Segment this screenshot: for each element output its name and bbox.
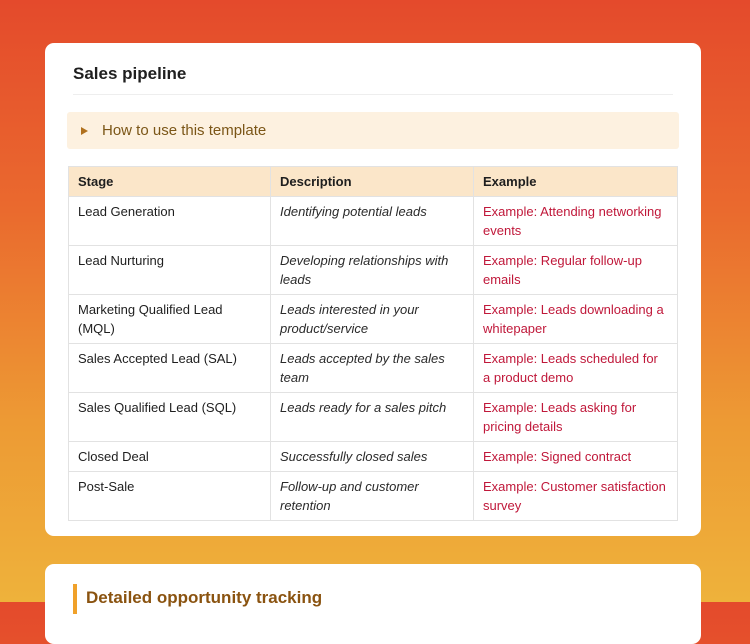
- stage-cell[interactable]: Sales Accepted Lead (SAL): [69, 344, 271, 393]
- table-header-row: [69, 167, 678, 197]
- column-header-example[interactable]: Example: [474, 167, 678, 197]
- table-row: [69, 472, 678, 521]
- description-cell[interactable]: Successfully closed sales: [271, 442, 474, 472]
- title-divider: [73, 94, 673, 95]
- heading-accent-bar: [73, 584, 77, 614]
- stage-cell[interactable]: Marketing Qualified Lead (MQL): [69, 295, 271, 344]
- table-row: [69, 393, 678, 442]
- stage-cell[interactable]: Lead Nurturing: [69, 246, 271, 295]
- description-cell[interactable]: Identifying potential leads: [271, 197, 474, 246]
- section-heading: Detailed opportunity tracking: [86, 588, 323, 607]
- table-row: [69, 442, 678, 472]
- page-title: Sales pipeline: [73, 64, 187, 83]
- description-cell[interactable]: Leads interested in your product/service: [271, 295, 474, 344]
- stage-cell[interactable]: Post-Sale: [69, 472, 271, 521]
- opportunity-tracking-card: [45, 564, 701, 644]
- description-cell[interactable]: Leads ready for a sales pitch: [271, 393, 474, 442]
- table-row: [69, 246, 678, 295]
- example-cell[interactable]: Example: Regular follow-up emails: [474, 246, 678, 295]
- stage-cell[interactable]: Closed Deal: [69, 442, 271, 472]
- expander-label: How to use this template: [102, 122, 267, 139]
- example-cell[interactable]: Example: Leads asking for pricing details: [474, 393, 678, 442]
- table-row: [69, 344, 678, 393]
- how-to-use-expander[interactable]: [67, 112, 679, 149]
- example-cell[interactable]: Example: Customer satisfaction survey: [474, 472, 678, 521]
- table-row: [69, 295, 678, 344]
- example-cell[interactable]: Example: Leads downloading a whitepaper: [474, 295, 678, 344]
- example-cell[interactable]: Example: Attending networking events: [474, 197, 678, 246]
- table-row: [69, 197, 678, 246]
- expand-triangle-icon[interactable]: [81, 127, 88, 135]
- stage-cell[interactable]: Lead Generation: [69, 197, 271, 246]
- description-cell[interactable]: Developing relationships with leads: [271, 246, 474, 295]
- description-cell[interactable]: Follow-up and customer retention: [271, 472, 474, 521]
- description-cell[interactable]: Leads accepted by the sales team: [271, 344, 474, 393]
- column-header-stage[interactable]: Stage: [69, 167, 271, 197]
- example-cell[interactable]: Example: Leads scheduled for a product demo: [474, 344, 678, 393]
- example-cell[interactable]: Example: Signed contract: [474, 442, 678, 472]
- sales-pipeline-card: [45, 43, 701, 536]
- column-header-description[interactable]: Description: [271, 167, 474, 197]
- stage-cell[interactable]: Sales Qualified Lead (SQL): [69, 393, 271, 442]
- pipeline-table: [68, 166, 678, 521]
